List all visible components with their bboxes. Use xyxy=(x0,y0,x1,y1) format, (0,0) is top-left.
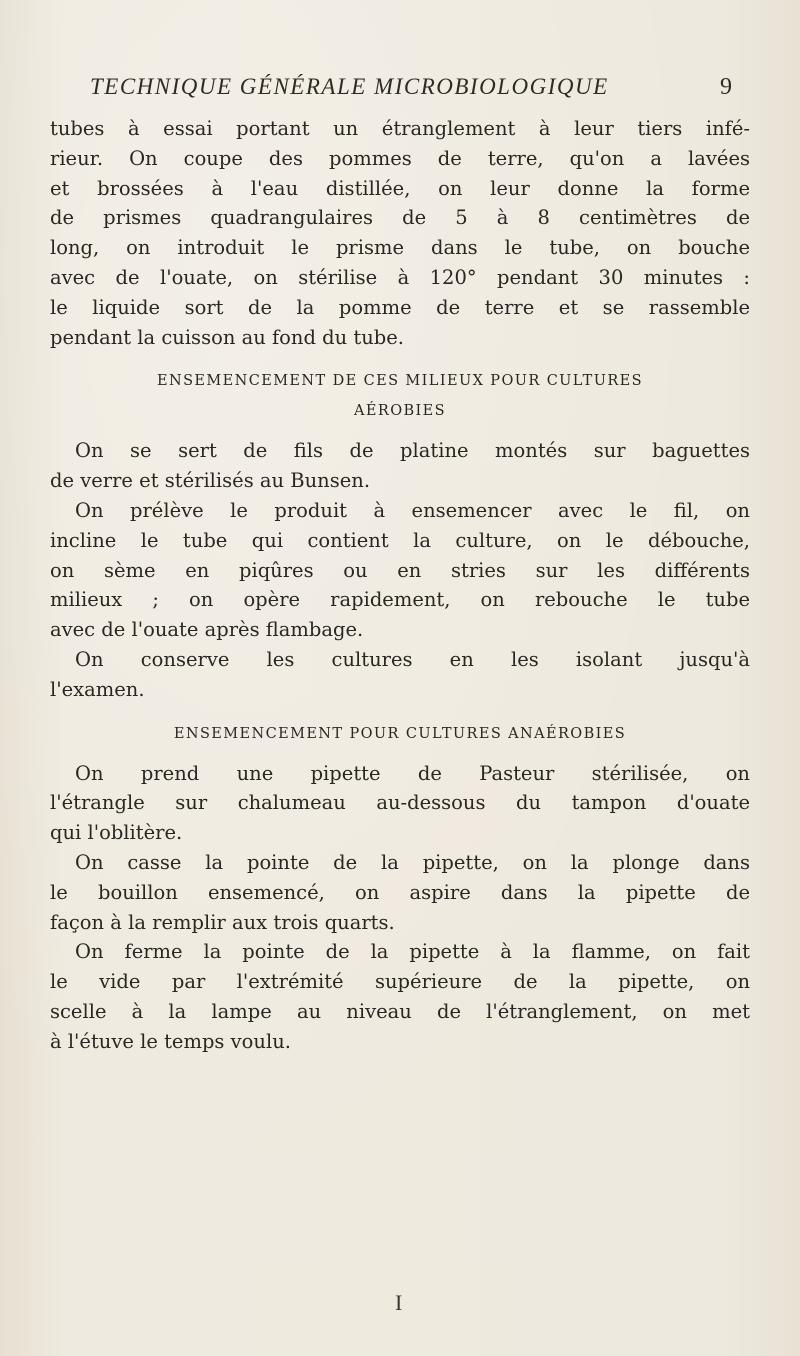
text-line: de prismes quadrangulaires de 5 à 8 centimètres de xyxy=(50,206,750,230)
text-line: de verre et stérilisés au Bunsen. xyxy=(50,469,371,493)
text-line: et brossées à l'eau distillée, on leur donne la forme xyxy=(50,176,750,200)
text-line: le bouillon ensemencé, on aspire dans la pipette de xyxy=(50,880,750,904)
text-line: incline le tube qui contient la culture, on le débouche, xyxy=(50,528,750,552)
text-line: l'examen. xyxy=(50,677,145,701)
page-number: 9 xyxy=(720,74,732,100)
text-line: le vide par l'extrémité supérieure de la pipette, on xyxy=(50,970,750,994)
section-heading-aerobies-line1: ENSEMENCEMENT DE CES MILIEUX POUR CULTURES xyxy=(157,373,643,390)
text-line: le liquide sort de la pomme de terre et se rassemble xyxy=(50,295,750,319)
text-line: long, on introduit le prisme dans le tube, on bouche xyxy=(50,236,750,260)
text-line: On conserve les cultures en les isolant jusqu'à xyxy=(75,647,750,671)
text-line: scelle à la lampe au niveau de l'étranglement, on met xyxy=(50,999,750,1023)
text-line: façon à la remplir aux trois quarts. xyxy=(50,910,395,934)
text-line: rieur. On coupe des pommes de terre, qu'on a lavées xyxy=(50,146,750,170)
text-line: à l'étuve le temps voulu. xyxy=(50,1029,291,1053)
section-anaerobies-body xyxy=(50,759,750,1057)
text-line: avec de l'ouate après flambage. xyxy=(50,618,364,642)
text-line: milieux ; on opère rapidement, on rebouche le tube xyxy=(50,588,750,612)
footer-mark: I xyxy=(395,1290,403,1315)
text-line: On se sert de fils de platine montés sur baguettes xyxy=(75,439,750,463)
text-line: On casse la pointe de la pipette, on la plonge dans xyxy=(75,850,750,874)
text-line: On prélève le produit à ensemencer avec le fil, on xyxy=(75,498,750,522)
text-line: tubes à essai portant un étranglement à leur tiers infé- xyxy=(50,117,750,140)
text-line: pendant la cuisson au fond du tube. xyxy=(50,325,405,349)
section-heading-anaerobies: ENSEMENCEMENT POUR CULTURES ANAÉROBIES xyxy=(173,725,627,742)
body-text xyxy=(50,114,750,1057)
text-line: qui l'oblitère. xyxy=(50,821,183,845)
text-line: on sème en piqûres ou en stries sur les différents xyxy=(50,558,750,582)
section-aerobies-body xyxy=(50,436,750,704)
text-line: l'étrangle sur chalumeau au-dessous du tampon d'ouate xyxy=(50,791,750,815)
running-title: TECHNIQUE GÉNÉRALE MICROBIOLOGIQUE xyxy=(90,74,609,99)
text-line: avec de l'ouate, on stérilise à 120° pendant 30 minutes : xyxy=(50,265,750,289)
text-line: On prend une pipette de Pasteur stérilisée, on xyxy=(75,761,750,785)
section-heading-aerobies-line2: AÉROBIES xyxy=(354,403,446,420)
running-head xyxy=(90,74,730,108)
text-line: On ferme la pointe de la pipette à la flamme, on fait xyxy=(75,940,750,964)
paragraph-intro xyxy=(50,114,750,352)
